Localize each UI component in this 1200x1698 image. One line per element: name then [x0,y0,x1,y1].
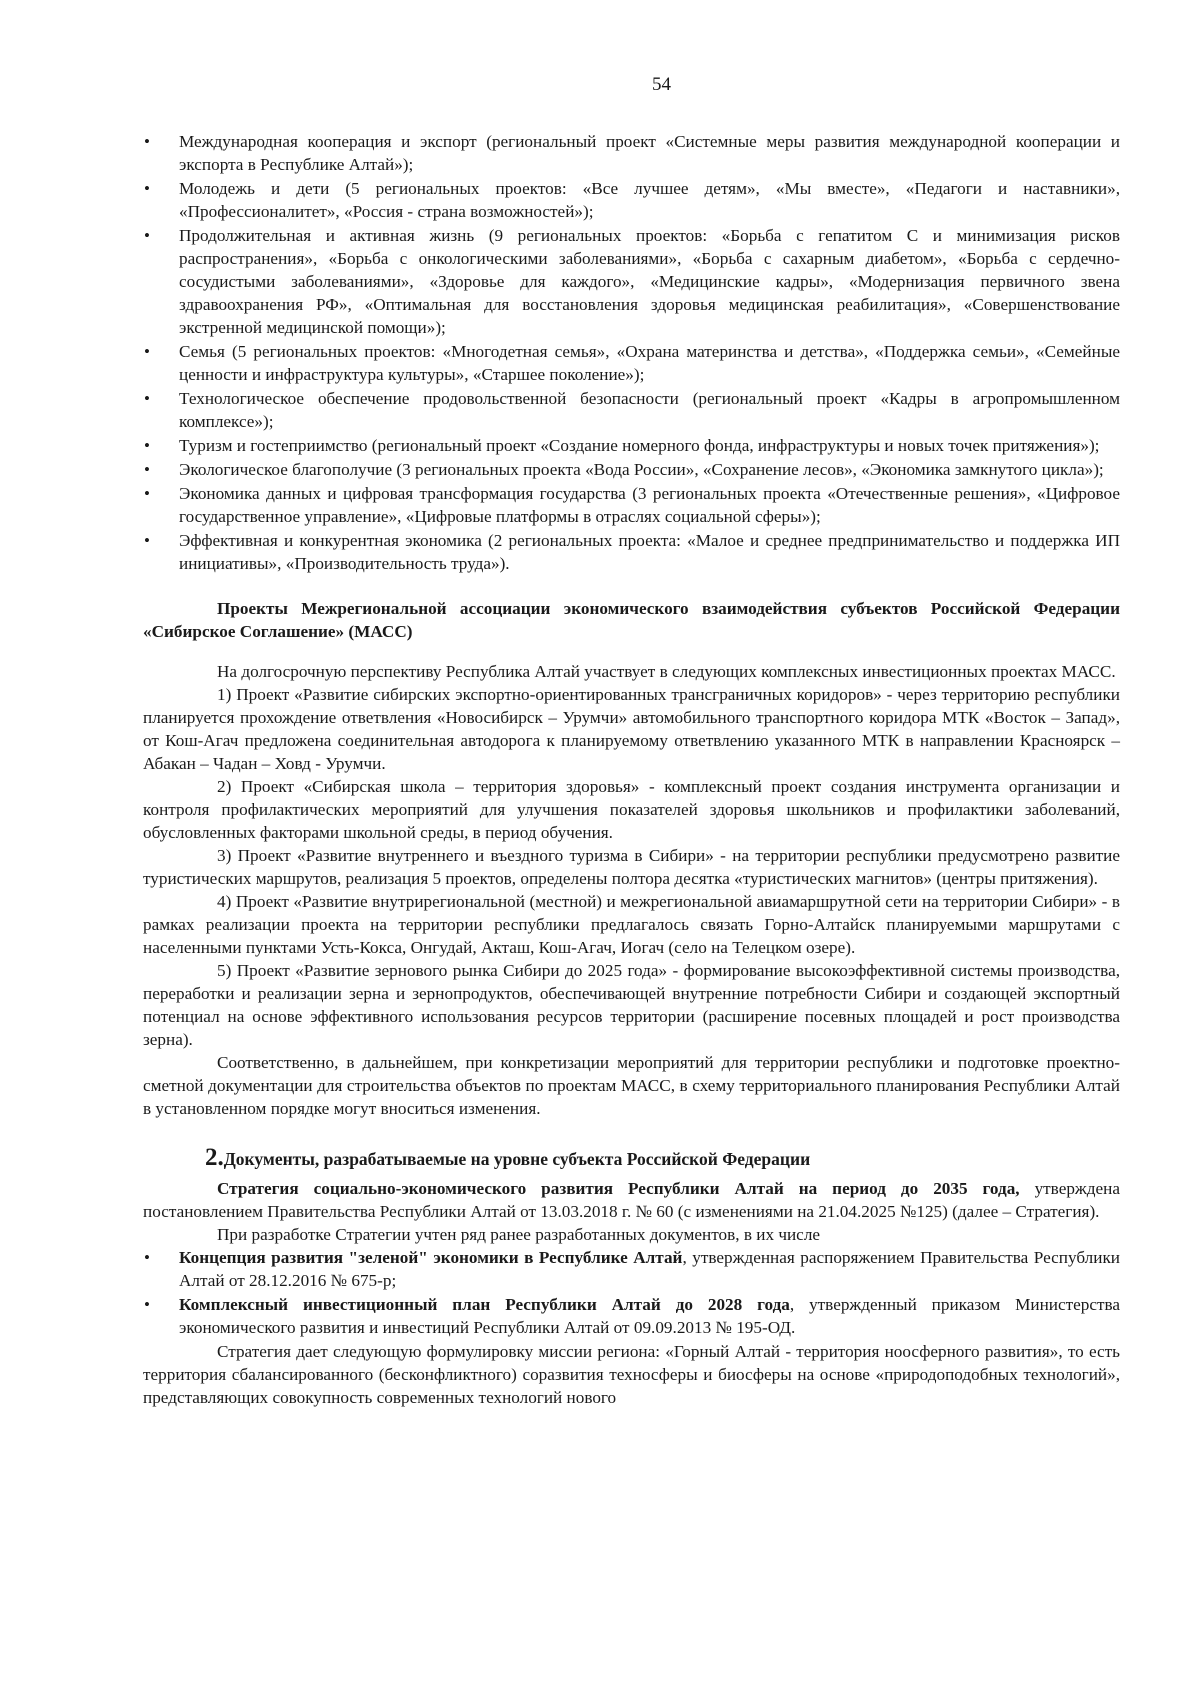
list-item: • Международная кооперация и экспорт (региональный проект «Системные меры развития международной кооперации и экспорта в Республике Алтай»); [143,130,1120,176]
masss-project: 4) Проект «Развитие внутрирегиональной (местной) и межрегиональной авиамаршрутной сети на территории Сибири» - в рамках реализации проекта на территории республики предлагалось связать Горно-Алтайск планируемыми маршрутами с населенными пунктами Усть-Кокса, Онгудай, Акташ, Кош-Агач, Иогач (село на Телецком озере). [143,892,1120,958]
masss-intro: На долгосрочную перспективу Республика Алтай участвует в следующих комплексных инвестиционных проектах МАСС. [217,662,1116,682]
document-title: Комплексный инвестиционный план Республики Алтай до 2028 года [179,1295,790,1315]
list-item: • Экологическое благополучие (3 региональных проекта «Вода России», «Сохранение лесов», «Экономика замкнутого цикла»); [143,458,1120,481]
mission-paragraph: Стратегия дает следующую формулировку миссии региона: «Горный Алтай - территория ноосферного развития», то есть территория сбалансированного (бесконфликтного) соразвития техносферы и биосферы на основе «природоподобных технологий», представляющих совокупность современных технологий нового [143,1342,1120,1408]
strategy-details: утверждена постановлением Правительства Республики Алтай от 13.03.2018 г. № 60 (с изменениями на 21.04.2025 №125) (далее – Стратегия). [143,1179,1120,1222]
document-details: , утвержденная распоряжением Правительства Республики Алтай от 28.12.2016 № 675-р; [179,1248,1120,1291]
masss-project: 3) Проект «Развитие внутреннего и въездного туризма в Сибири» - на территории республики предусмотрено развитие туристических маршрутов, реализация 5 проектов, определены полтора десятка «туристических магнитов» (центры притяжения). [143,846,1120,889]
list-item: • Экономика данных и цифровая трансформация государства (3 региональных проекта «Отечественные решения», «Цифровое государственное управление», «Цифровые платформы в отраслях социальной сферы»); [143,482,1120,528]
strategy-paragraph [143,1177,1120,1223]
strategy-documents-list [143,1246,1120,1339]
strategy-title: Стратегия социально-экономического развития Республики Алтай на период до 2035 года, [217,1179,1020,1199]
masss-project: 5) Проект «Развитие зернового рынка Сибири до 2025 года» - формирование высокоэффективной системы производства, переработки и реализации зерна и зернопродуктов, обеспечивающей внутренние потребности Сибири и создающей экспортный потенциал на основе эффективного использования ресурсов территории (расширение посевных площадей и рост производства зерна). [143,961,1120,1050]
docs-intro: При разработке Стратегии учтен ряд ранее разработанных документов, в их числе [217,1225,821,1245]
national-projects-list [143,130,1120,575]
list-item: • Технологическое обеспечение продовольственной безопасности (региональный проект «Кадры в агропромышленном комплексе»); [143,387,1120,433]
masss-project: 1) Проект «Развитие сибирских экспортно-ориентированных трансграничных коридоров» - через территорию республики планируется прохождение ответвления «Новосибирск – Урумчи» автомобильного транспортного коридора МТК «Восток – Запад», от Кош-Агач предложена соединительная автодорога к планируемому ответвлению указанного МТК в направлении Красноярск – Абакан – Чадан – Ховд - Урумчи. [143,685,1120,774]
section-title: Документы, разрабатываемые на уровне субъекта Российской Федерации [223,1149,811,1170]
document-title: Концепция развития "зеленой" экономики в Республике Алтай [179,1248,683,1268]
masss-heading: Проекты Межрегиональной ассоциации экономического взаимодействия субъектов Российской Федерации «Сибирское Соглашение» (МАСС) [143,599,1120,641]
section-heading [143,1144,1120,1173]
list-item: • Семья (5 региональных проектов: «Многодетная семья», «Охрана материнства и детства», «Поддержка семьи», «Семейные ценности и инфраструктура культуры», «Старшее поколение»); [143,340,1120,386]
list-item: • Туризм и гостеприимство (региональный проект «Создание номерного фонда, инфраструктуры и новых точек притяжения»); [143,434,1120,457]
list-item: • Молодежь и дети (5 региональных проектов: «Все лучшее детям», «Мы вместе», «Педагоги и наставники», «Профессионалитет», «Россия - страна возможностей»); [143,177,1120,223]
masss-project: 2) Проект «Сибирская школа – территория здоровья» - комплексный проект создания инструмента организации и контроля профилактических мероприятий для улучшения показателей здоровья школьников и профилактики заболеваний, обусловленных факторами школьной среды, в период обучения. [143,777,1120,843]
list-item: • Продолжительная и активная жизнь (9 региональных проектов: «Борьба с гепатитом С и минимизация рисков распространения», «Борьба с онкологическими заболеваниями», «Борьба с сахарным диабетом», «Борьба с сердечно-сосудистыми заболеваниями», «Здоровье для каждого», «Медицинские кадры», «Модернизация первичного звена здравоохранения РФ», «Оптимальная для восстановления здоровья медицинская реабилитация», «Совершенствование экстренной медицинской помощи»); [143,224,1120,339]
document-details: , утвержденный приказом Министерства экономического развития и инвестиций Республики Алтай от 09.09.2013 № 195-ОД. [179,1295,1120,1338]
page-number: 54 [652,74,671,95]
list-item [143,1293,1120,1339]
section-number: 2. [205,1144,224,1172]
list-item [143,1246,1120,1292]
masss-conclusion: Соответственно, в дальнейшем, при конкретизации мероприятий для территории республики и подготовке проектно-сметной документации для строительства объектов по проектам МАСС, в схему территориального планирования Республики Алтай в установленном порядке могут вноситься изменения. [143,1053,1120,1119]
list-item: • Эффективная и конкурентная экономика (2 региональных проекта: «Малое и среднее предпринимательство и поддержка ИП инициативы», «Производительность труда»). [143,529,1120,575]
